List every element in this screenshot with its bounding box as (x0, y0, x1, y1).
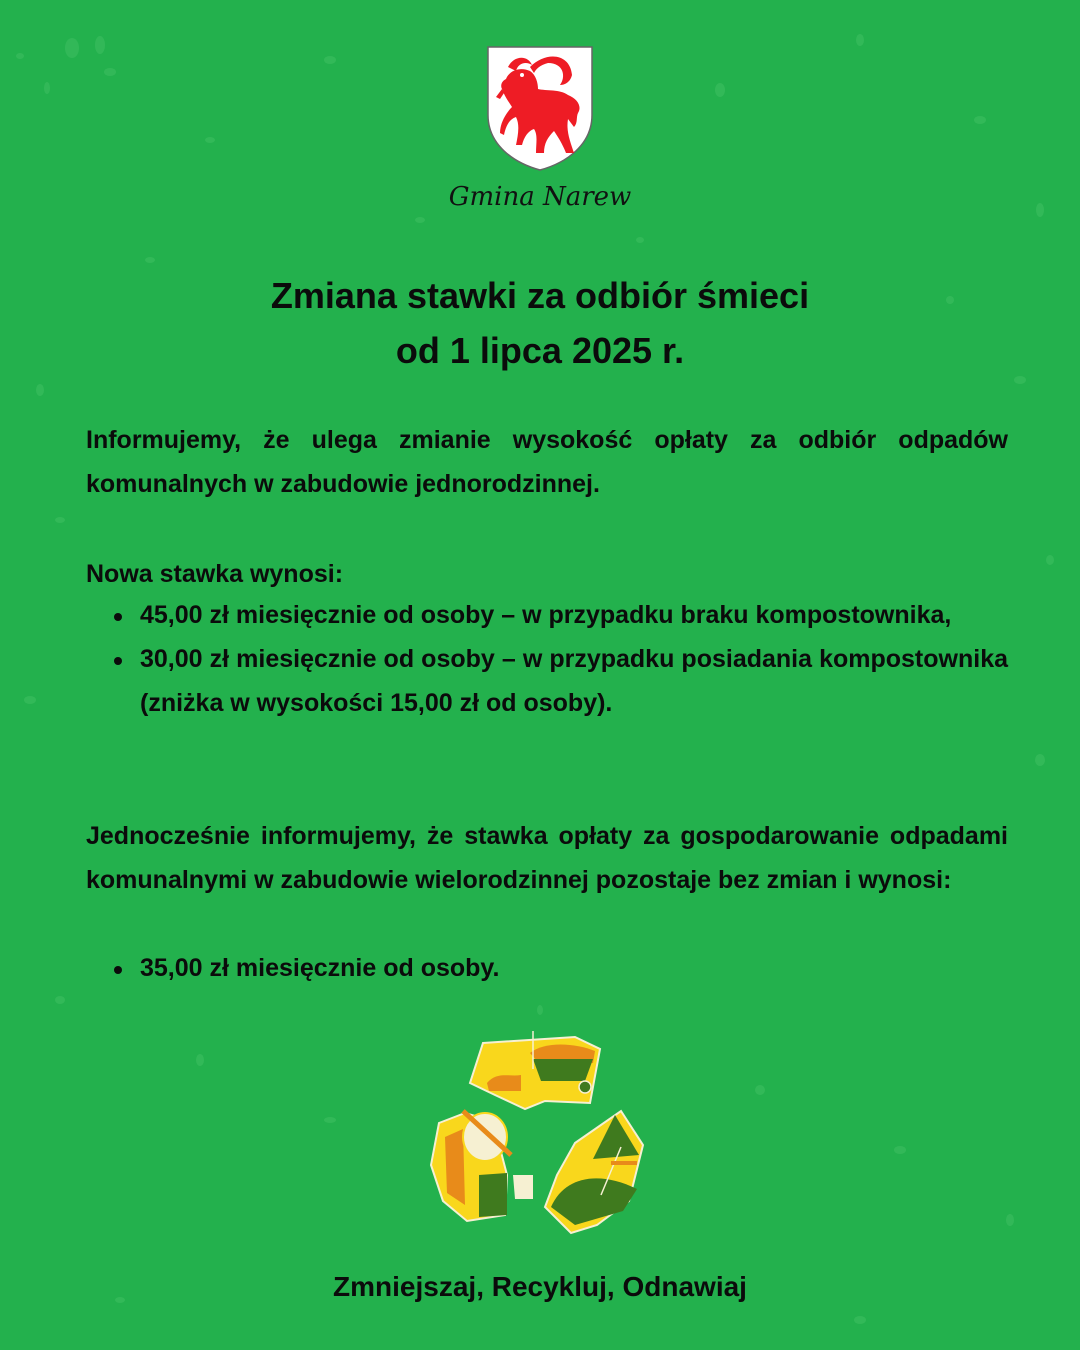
rate-item-no-composter: 45,00 zł miesięcznie od osoby – w przypadku braku kompostownika, (86, 593, 1008, 637)
intro-paragraph: Informujemy, że ulega zmianie wysokość opłaty za odbiór odpadów komunalnych w zabudowie jednorodzinnej. (86, 426, 1008, 498)
single-family-rates-list (86, 593, 1008, 725)
title-line-1: Zmiana stawki za odbiór śmieci (270, 275, 810, 316)
recycle-arrows-icon (425, 1025, 655, 1245)
municipality-name: Gmina Narew (448, 182, 632, 212)
rate-item-multi-family: 35,00 zł miesięcznie od osoby. (86, 946, 1008, 990)
multi-family-paragraph: Jednocześnie informujemy, że stawka opłaty za gospodarowanie odpadami komunalnymi w zabudowie wielorodzinnej pozostaje bez zmian i wynosi: (86, 822, 1008, 894)
single-family-label: Nowa stawka wynosi: (86, 560, 344, 588)
slogan: Zmniejszaj, Recykluj, Odnawiaj (333, 1271, 747, 1302)
rate-item-with-composter: 30,00 zł miesięcznie od osoby – w przypadku posiadania kompostownika (zniżka w wysokości 15,00 zł od osoby). (86, 637, 1008, 725)
multi-family-rates-list (86, 946, 1008, 990)
coat-of-arms-icon (486, 45, 594, 172)
title-line-2: od 1 lipca 2025 r. (395, 330, 685, 371)
page-title (0, 268, 1080, 378)
